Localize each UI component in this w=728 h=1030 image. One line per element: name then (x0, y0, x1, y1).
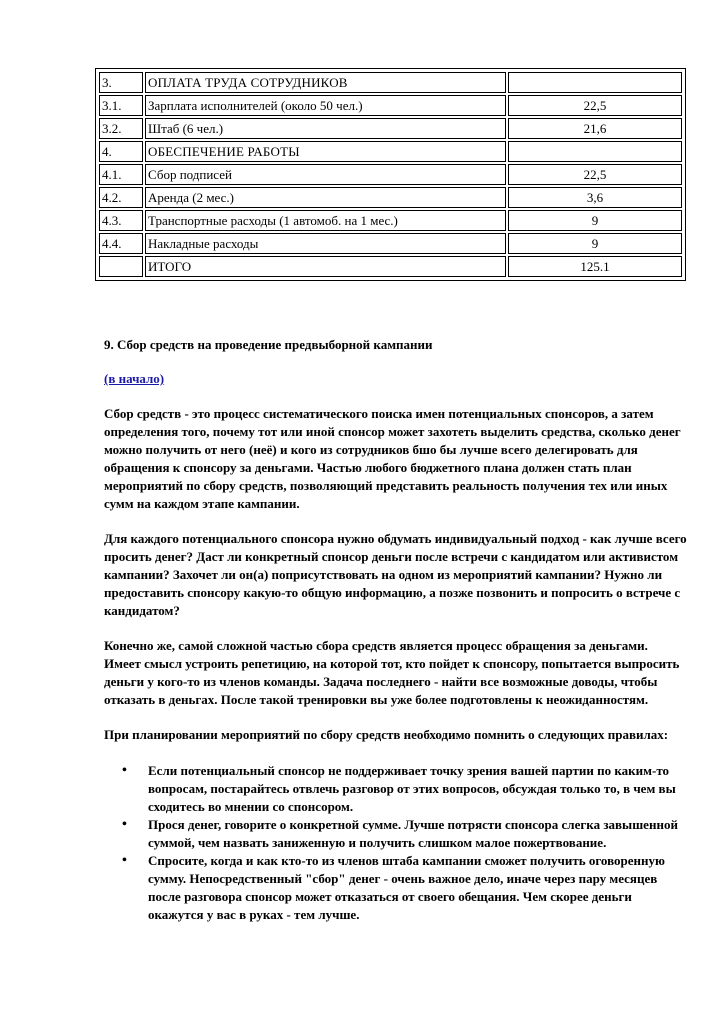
total-value: 125.1 (508, 256, 682, 277)
back-to-top-link[interactable]: (в начало) (104, 371, 165, 386)
row-value: 21,6 (508, 118, 682, 139)
row-value: 22,5 (508, 95, 682, 116)
table-row (99, 141, 682, 162)
row-label: Сбор подписей (145, 164, 506, 185)
paragraph: При планировании мероприятий по сбору средств необходимо помнить о следующих правилах: (104, 727, 669, 742)
row-number: 4.4. (99, 233, 143, 254)
budget-table (95, 68, 686, 281)
row-label: Транспортные расходы (1 автомоб. на 1 мес.) (145, 210, 506, 231)
rules-list (104, 762, 688, 924)
table-row (99, 118, 682, 139)
table-row (99, 233, 682, 254)
row-number: 3.1. (99, 95, 143, 116)
list-item: • Прося денег, говорите о конкретной сумме. Лучше потрясти спонсора слегка завышенной суммой, чем назвать заниженную и получить слишком малое пожертвование. (148, 816, 688, 852)
total-label: ИТОГО (145, 256, 506, 277)
paragraph: Сбор средств - это процесс систематического поиска имен потенциальных спонсоров, а затем определения того, почему тот или иной спонсор может захотеть выделить средства, сколько денег можно получить от него (неё) и кого из сотрудников бшо бы лучше всего делегировать для обращения к спонсору за деньгами. Частью любого бюджетного плана должен стать план мероприятий по сбору средств, позволяющий представить реальность получения тех или иных сумм на каждом этапе кампании. (104, 406, 681, 511)
row-number (99, 256, 143, 277)
table-row (99, 72, 682, 93)
list-item: • Спросите, когда и как кто-то из членов штаба кампании сможет получить оговоренную сумму. Непосредственный "сбор" денег - очень важное дело, иначе через пару месяцев после разговора спонсор может отказаться от своего обещания. Чем скорее деньги окажутся у вас в руках - тем лучше. (148, 852, 688, 924)
row-label: Штаб (6 чел.) (145, 118, 506, 139)
table-row-total (99, 256, 682, 277)
section-heading: 9. Сбор средств на проведение предвыборной кампании (104, 337, 433, 352)
row-number: 4.2. (99, 187, 143, 208)
row-label: Зарплата исполнителей (около 50 чел.) (145, 95, 506, 116)
table-row (99, 95, 682, 116)
row-value (508, 141, 682, 162)
table-row (99, 210, 682, 231)
row-label: ОБЕСПЕЧЕНИЕ РАБОТЫ (145, 141, 506, 162)
row-value: 3,6 (508, 187, 682, 208)
row-number: 4. (99, 141, 143, 162)
row-value: 22,5 (508, 164, 682, 185)
list-item: • Если потенциальный спонсор не поддерживает точку зрения вашей партии по каким-то вопросам, постарайтесь отвлечь разговор от этих вопросов, обсуждая только то, в чем вы сходитесь во мнении со спонсором. (148, 762, 688, 816)
row-label: ОПЛАТА ТРУДА СОТРУДНИКОВ (145, 72, 506, 93)
row-value: 9 (508, 233, 682, 254)
paragraph: Для каждого потенциального спонсора нужно обдумать индивидуальный подход - как лучше всего просить денег? Даст ли конкретный спонсор деньги после встречи с кандидатом или активистом кампании? Захочет ли он(а) поприсутствовать на одном из мероприятий кампании? Нужно ли предоставить спонсору какую-то общую информацию, а позже позвонить и попросить о встрече с кандидатом? (104, 531, 687, 618)
row-number: 3. (99, 72, 143, 93)
row-value: 9 (508, 210, 682, 231)
row-number: 4.3. (99, 210, 143, 231)
table-row (99, 187, 682, 208)
row-number: 4.1. (99, 164, 143, 185)
row-label: Аренда (2 мес.) (145, 187, 506, 208)
table-row (99, 164, 682, 185)
row-number: 3.2. (99, 118, 143, 139)
row-value (508, 72, 682, 93)
section-content (104, 336, 688, 924)
paragraph: Конечно же, самой сложной частью сбора средств является процесс обращения за деньгами. Имеет смысл устроить репетицию, на которой тот, кто пойдет к спонсору, попытается выпросить деньги у кого-то из членов команды. Задача последнего - найти все возможные доводы, чтобы отказать в деньгах. После такой тренировки вы уже более подготовлены к неожиданностям. (104, 638, 680, 707)
row-label: Накладные расходы (145, 233, 506, 254)
